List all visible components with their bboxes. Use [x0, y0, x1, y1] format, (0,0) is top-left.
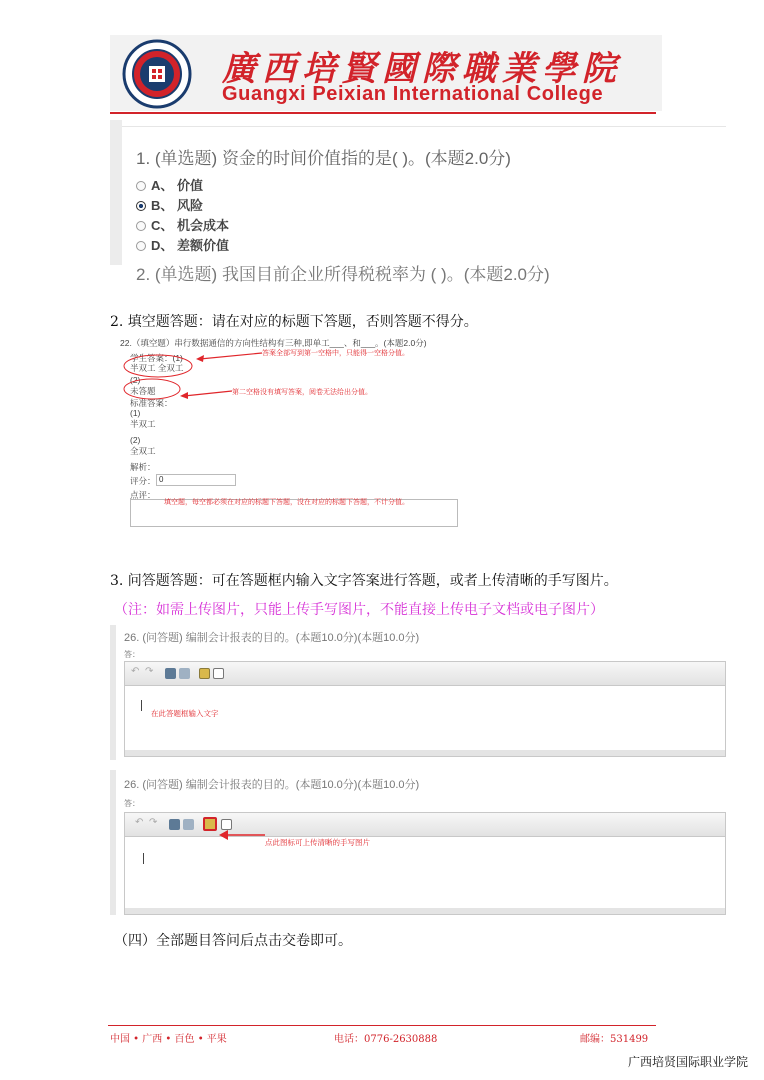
answer-editor[interactable] [124, 661, 726, 757]
option-d[interactable]: D、 差额价值 [136, 235, 229, 254]
footer-postcode: 邮编：531499 [580, 1034, 649, 1045]
score-label: 评分： [130, 476, 156, 486]
option-c[interactable]: C、 机会成本 [136, 215, 229, 234]
student-answer-label: 学生答案：(1) [130, 353, 183, 363]
table-icon[interactable] [213, 668, 224, 679]
option-b[interactable]: B、 风险 [136, 195, 203, 214]
radio-icon[interactable] [136, 181, 146, 191]
standard-answer-2: 全双工 [130, 446, 156, 456]
college-name-en: Guangxi Peixian International College [222, 83, 604, 105]
single-choice-screenshot [110, 120, 726, 284]
undo-icon[interactable]: ↶ [131, 666, 140, 677]
college-seal-logo [122, 39, 192, 109]
editor-toolbar [125, 662, 725, 686]
question-26-title: 26. (问答题) 编制会计报表的目的。(本题10.0分)(本题10.0分) [124, 779, 420, 791]
undo-icon[interactable]: ↶ [135, 817, 144, 828]
annotation-3: 填空题，每空都必须在对应的标题下答题，没在对应的标题下答题，不计分值。 [164, 499, 409, 506]
footer-divider [108, 1025, 656, 1026]
essay-editor-screenshot-2 [110, 770, 726, 915]
footer-location: 中国 • 广西 • 百色 • 平果 [110, 1034, 227, 1045]
analysis-label: 解析： [130, 462, 156, 472]
annotation-1: 答案全部写到第一空格中，只能得一空格分值。 [262, 350, 409, 357]
section-3-note: （注：如需上传图片，只能上传手写图片，不能直接上传电子文档或电子图片） [114, 602, 604, 618]
image-upload-hint: 点此图标可上传清晰的手写图片 [265, 838, 370, 847]
option-a[interactable]: A、 价值 [136, 175, 203, 194]
radio-icon[interactable] [136, 241, 146, 251]
section-4-heading: （四）全部题目答问后点击交卷即可。 [114, 933, 352, 949]
corner-college-name: 广西培贤国际职业学院 [627, 1055, 748, 1069]
comment-label: 点评： [130, 490, 156, 500]
image-upload-icon[interactable] [199, 668, 210, 679]
answer-label: 答： [124, 799, 140, 808]
footer-phone: 电话：0776-2630888 [334, 1034, 438, 1045]
question-22-title: 22.（填空题）串行数据通信的方向性结构有三种,即单工___、和___。(本题2.0分) [120, 338, 427, 348]
college-header [110, 35, 662, 111]
text-input-hint: 在此答题框输入文字 [151, 709, 219, 718]
redo-icon[interactable]: ↷ [145, 666, 154, 677]
score-input[interactable]: 0 [156, 474, 236, 486]
answer-label: 答： [124, 650, 140, 659]
annotation-2: 第二空格没有填写答案，阅卷无法给出分值。 [232, 389, 372, 396]
radio-icon[interactable] [136, 221, 146, 231]
radio-checked-icon[interactable] [136, 201, 146, 211]
college-name-cn: 廣西培賢國際職業學院 [222, 49, 622, 89]
blank-2-label: (2) [130, 375, 141, 385]
find-icon[interactable] [165, 668, 176, 679]
redo-icon[interactable]: ↷ [149, 817, 158, 828]
student-answer-1: 半双工 全双工 [130, 363, 184, 373]
section-3-heading: 3. 问答题答题：可在答题框内输入文字答案进行答题，或者上传清晰的手写图片。 [110, 573, 618, 589]
question-2-cut: 2. (单选题) 我国目前企业所得税税率为 ( )。(本题2.0分) [136, 265, 550, 284]
standard-answer-1: 半双工 [130, 419, 156, 429]
fill-blank-screenshot: 22.（填空题）串行数据通信的方向性结构有三种,即单工___、和___。(本题2.0分) 学生答案：(1) 半双工 全双工 (2) 未答题 标准答案： (1) 半双工 (2) 全双工 解析： 评分： 0 点评： 答案全部写到第一空格中，只能得一空格分值。 第二空格没有填写答案，阅卷无法给出分值。 填空题，每空都必须在对应的标题下答题，没在对应的标题下答题，不计分值。 [110, 335, 470, 533]
question-26-title: 26. (问答题) 编制会计报表的目的。(本题10.0分)(本题10.0分) [124, 632, 420, 644]
header-divider [110, 112, 656, 114]
answer-editor[interactable] [124, 812, 726, 915]
question-1-title: 1. (单选题) 资金的时间价值指的是( )。(本题2.0分) [136, 149, 511, 168]
not-answered: 未答题 [130, 386, 156, 396]
standard-answer-label: 标准答案： [130, 398, 173, 408]
replace-icon[interactable] [179, 668, 190, 679]
essay-editor-screenshot-1 [110, 625, 726, 760]
section-2-heading: 2. 填空题答题：请在对应的标题下答题，否则答题不得分。 [110, 314, 478, 330]
